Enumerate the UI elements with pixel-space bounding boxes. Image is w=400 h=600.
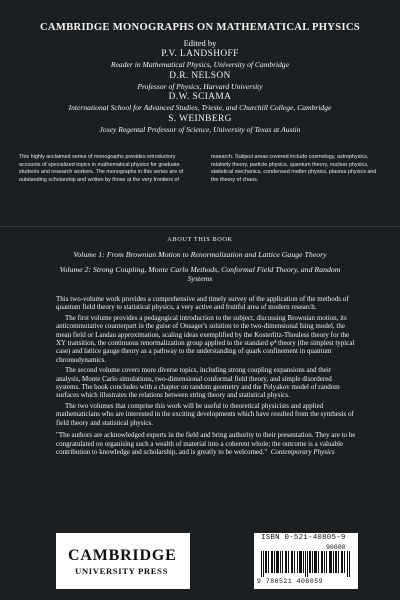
series-blurb [19, 154, 381, 184]
price-code: 90000 [326, 544, 346, 551]
description-body [56, 295, 356, 458]
editor-name: D.R. NELSON [169, 70, 231, 81]
review-quote-text: "The authors are acknowledged experts in the field and bring authority to their presentation. They are to be congratulated on organising such a wealth of material into a coherent whole; the outcome is a valuable contribution to knowledge and scholarship, and is greatly to be welcomed." [56, 431, 356, 456]
isbn-text: ISBN 0-521-40805-9 [261, 534, 346, 542]
editors-list [0, 38, 400, 134]
volume-2-title: Volume 2: Strong Coupling, Monte Carlo Methods, Conformal Field Theory, and Random Systems [59, 264, 341, 284]
about-heading: ABOUT THIS BOOK [167, 236, 233, 243]
section-divider [0, 226, 400, 227]
series-title: CAMBRIDGE MONOGRAPHS ON MATHEMATICAL PHYSICS [39, 22, 361, 33]
series-blurb-right: research. Subject areas covered include cosmology, astrophysics, relativity theory, particle physics, quantum theory, nuclear physics, statistical mechanics, condensed matter physics, plasma physics and the theory of chaos. [211, 154, 377, 183]
editor-affiliation: International School for Advanced Studies, Trieste, and Churchill College, Cambridge [68, 103, 332, 112]
editor-entry [0, 71, 400, 92]
series-section [0, 0, 400, 226]
publisher-logo [56, 533, 190, 589]
description-paragraph: The first volume provides a pedagogical introduction to the subject, discussing Brownian motion, its anticommutative counterpart in the guise of Onsager's solution to the two-dimensional Ising model, the mean field or Landau approximation, scaling ideas exemplified by the Kosterlitz-Thouless theory for the XY transition, the continuous renormalization group applied to the standard φ⁴ theory (the simplest typical case) and lattice gauge theory as a pathway to the understanding of quark confinement in quantum chromodynamics. [56, 313, 355, 364]
editor-affiliation: Josey Regental Professor of Science, University of Texas at Austin [99, 124, 301, 134]
barcode-icon [261, 551, 351, 577]
description-paragraph: The two volumes that comprise this work will be useful to theoretical physicists and applied mathematicians who are interested in the exciting developments which have resulted from the synthesis of field theory and statistical physics. [56, 401, 354, 427]
barcode-label [254, 533, 358, 589]
editor-entry [0, 92, 400, 113]
volume-1-title: Volume 1: From Brownian Motion to Renormalization and Lattice Gauge Theory [73, 250, 327, 259]
editor-affiliation: Professor of Physics, Harvard University [137, 81, 263, 91]
publisher-name: CAMBRIDGE [68, 547, 177, 564]
barcode-digits: 9 780521 408059 [257, 578, 324, 585]
review-quote [56, 431, 356, 456]
editor-affiliation: Reader in Mathematical Physics, University of Cambridge [110, 60, 290, 69]
about-section [0, 236, 400, 284]
editor-name: S. WEINBERG [168, 113, 232, 124]
description-paragraph: The second volume covers more diverse topics, including strong coupling expansions and their analysis, Monte Carlo simulations, two-dimensional conformal field theory, and simple disordered systems. The book concludes with a chapter on random geometry and the Polyakov model of random surfaces which illustrates the relations between string theory and statistical physics. [56, 366, 340, 400]
publisher-subname: UNIVERSITY PRESS [75, 566, 169, 576]
edited-by-label: Edited by [183, 38, 217, 48]
review-quote-source: Contemporary Physics [270, 447, 335, 456]
editor-entry [0, 114, 400, 135]
editor-name: P.V. LANDSHOFF [161, 49, 239, 59]
series-blurb-left: This highly acclaimed series of monographs provides introductory accounts of specialized topics in mathematical physics for graduate students and research workers. The monographs in this series are of outstanding scholarship and written by those at the very frontiers of [19, 154, 184, 183]
editor-entry [0, 49, 400, 70]
description-paragraph: This two-volume work provides a comprehensive and timely survey of the application of the methods of quantum field theory to statistical physics, a very active and fruitful area of modern research. [56, 295, 349, 312]
editor-name: D.W. SCIAMA [168, 92, 232, 102]
